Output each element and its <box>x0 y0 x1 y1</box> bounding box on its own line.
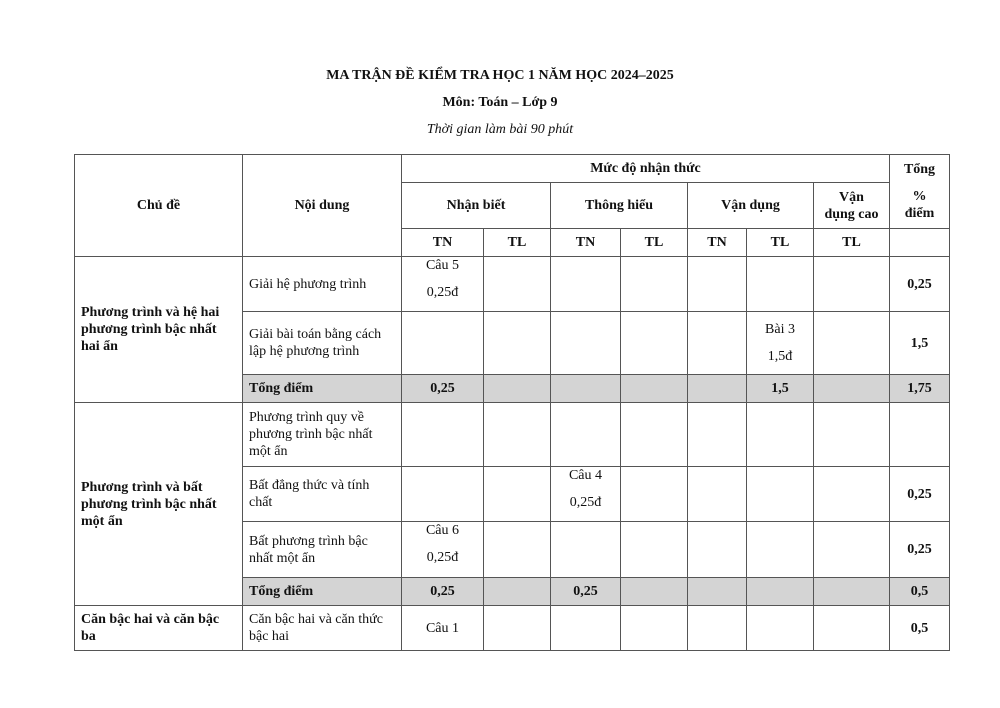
content-cell: Phương trình quy về phương trình bậc nhất một ẩn <box>243 403 402 467</box>
sum-nb-tn: 0,25 <box>402 578 484 606</box>
content-cell: Giải bài toán bằng cách lập hệ phương trình <box>243 312 402 375</box>
header-nhan-biet: Nhận biết <box>402 183 551 229</box>
sum-nb-tn: 0,25 <box>402 375 484 403</box>
vd-tl-cell <box>747 312 814 375</box>
header-vdc-line2: dụng cao <box>824 206 879 222</box>
header-chu-de: Chủ đề <box>75 155 243 257</box>
question-score: 0,25đ <box>426 550 459 565</box>
header-nb-tl: TL <box>484 229 551 257</box>
assessment-matrix-table <box>74 154 950 651</box>
header-row-1 <box>75 155 950 183</box>
total-cell <box>890 403 950 467</box>
sum-th-tn: 0,25 <box>551 578 621 606</box>
header-tong <box>890 155 950 229</box>
content-cell: Căn bậc hai và căn thức bậc hai <box>243 606 402 651</box>
header-th-tn: TN <box>551 229 621 257</box>
content-cell: Giải hệ phương trình <box>243 257 402 312</box>
question-score: 0,25đ <box>426 285 459 300</box>
question-label: Câu 5 <box>425 258 460 273</box>
header-vd-tn: TN <box>688 229 747 257</box>
nb-tn-cell: Câu 1 <box>402 606 484 651</box>
question-label: Bài 3 <box>765 322 795 337</box>
total-cell: 0,25 <box>890 467 950 522</box>
table-row <box>75 257 950 312</box>
sum-total: 1,75 <box>890 375 950 403</box>
subject-line: Môn: Toán – Lớp 9 <box>442 95 558 110</box>
nb-tn-cell <box>402 522 484 578</box>
nb-tn-cell <box>402 257 484 312</box>
header-noi-dung: Nội dung <box>243 155 402 257</box>
time-line: Thời gian làm bài 90 phút <box>426 122 574 137</box>
header-muc-do: Mức độ nhận thức <box>402 155 890 183</box>
total-cell: 0,25 <box>890 257 950 312</box>
question-score: 0,25đ <box>569 495 602 510</box>
question-score: 1,5đ <box>767 349 793 364</box>
header-vdc-line1: Vận <box>839 189 864 205</box>
content-cell: Bất đẳng thức và tính chất <box>243 467 402 522</box>
header-tong-line1: Tổng <box>903 162 936 177</box>
header-vdc-tl: TL <box>814 229 890 257</box>
th-tn-cell <box>551 467 621 522</box>
sum-total: 0,5 <box>890 578 950 606</box>
question-label: Câu 4 <box>568 468 603 483</box>
table-row <box>75 403 950 467</box>
topic-cell: Phương trình và hệ hai phương trình bậc nhất hai ẩn <box>75 257 243 403</box>
topic-cell: Căn bậc hai và căn bậc ba <box>75 606 243 651</box>
header-van-dung-cao <box>814 183 890 229</box>
topic-cell: Phương trình và bất phương trình bậc nhất một ẩn <box>75 403 243 606</box>
document-title: MA TRẬN ĐỀ KIỂM TRA HỌC 1 NĂM HỌC 2024–2025 <box>326 68 674 83</box>
header-tong-line3: điểm <box>904 206 935 221</box>
question-label: Câu 6 <box>425 523 460 538</box>
sum-vd-tl: 1,5 <box>747 375 814 403</box>
header-thong-hieu: Thông hiểu <box>551 183 688 229</box>
content-cell: Bất phương trình bậc nhất một ẩn <box>243 522 402 578</box>
sum-label: Tổng điểm <box>243 375 402 403</box>
header-tong-line2: % <box>912 189 927 204</box>
header-empty <box>890 229 950 257</box>
total-cell: 1,5 <box>890 312 950 375</box>
header-nb-tn: TN <box>402 229 484 257</box>
header-th-tl: TL <box>621 229 688 257</box>
header-van-dung: Vận dụng <box>688 183 814 229</box>
total-cell: 0,25 <box>890 522 950 578</box>
total-cell: 0,5 <box>890 606 950 651</box>
table-row <box>75 606 950 651</box>
sum-label: Tổng điểm <box>243 578 402 606</box>
header-vd-tl: TL <box>747 229 814 257</box>
